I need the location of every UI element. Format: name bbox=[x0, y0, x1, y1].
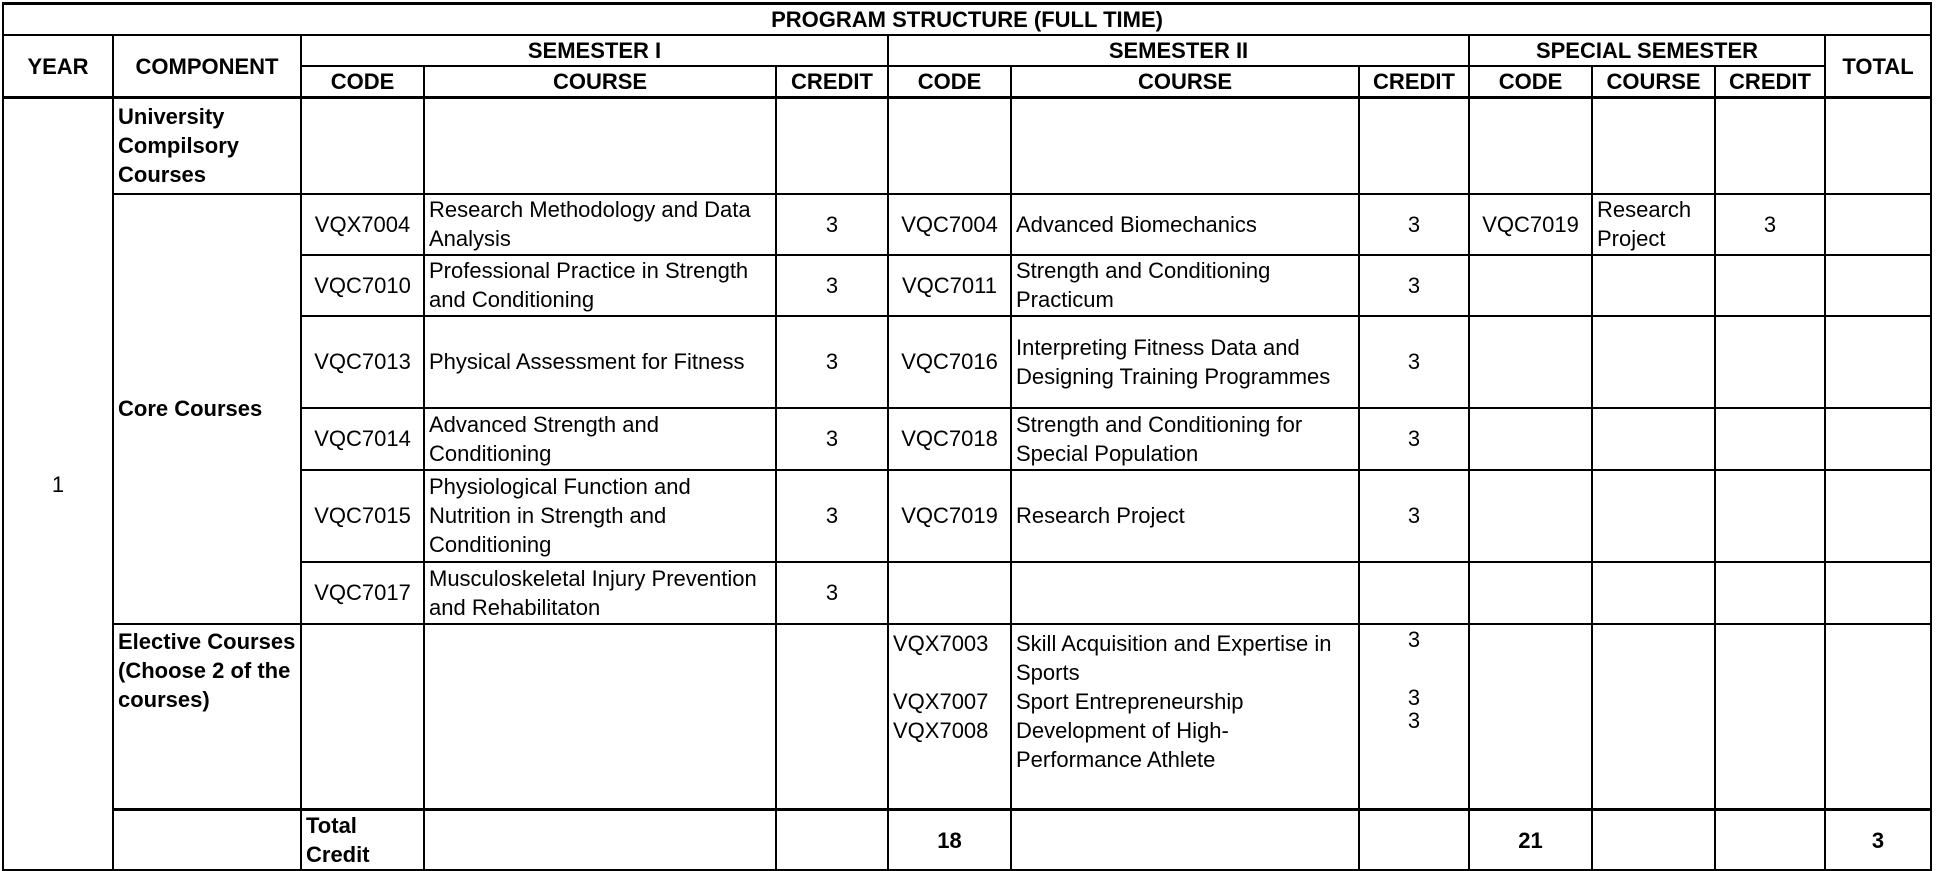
elective-course: Skill Acquisition and Expertise in Sports bbox=[1016, 630, 1332, 685]
s2-course-header: COURSE bbox=[1011, 66, 1359, 98]
s2-course: Interpreting Fitness Data and Designing Training Programmes bbox=[1011, 316, 1359, 408]
elective-code: VQX7003 bbox=[893, 630, 989, 656]
s1-code: VQX7004 bbox=[301, 194, 424, 255]
sp-credit: 3 bbox=[1715, 194, 1825, 255]
s2-course: Advanced Biomechanics bbox=[1011, 194, 1359, 255]
elective-credit: 3 bbox=[1407, 626, 1421, 652]
elective-codes bbox=[888, 624, 1011, 810]
semester-1-header: SEMESTER I bbox=[301, 35, 888, 66]
s2-credit-header: CREDIT bbox=[1359, 66, 1469, 98]
s2-credit: 3 bbox=[1359, 470, 1469, 562]
total-header: TOTAL bbox=[1825, 35, 1931, 98]
s2-code: VQC7004 bbox=[888, 194, 1011, 255]
sp-credit-header: CREDIT bbox=[1715, 66, 1825, 98]
table-title: PROGRAM STRUCTURE (FULL TIME) bbox=[3, 4, 1931, 36]
total-row bbox=[3, 810, 1931, 871]
s1-credit: 3 bbox=[776, 562, 888, 624]
s1-code: VQC7017 bbox=[301, 562, 424, 624]
component-elective: Elective Courses (Choose 2 of the courses) bbox=[113, 624, 301, 810]
s2-credit: 3 bbox=[1359, 408, 1469, 470]
elective-credits bbox=[1359, 624, 1469, 810]
s1-course: Physiological Function and Nutrition in Strength and Conditioning bbox=[424, 470, 776, 562]
s2-course: Strength and Conditioning Practicum bbox=[1011, 255, 1359, 316]
s1-course: Professional Practice in Strength and Conditioning bbox=[424, 255, 776, 316]
total-credit-label: Total Credit bbox=[301, 810, 424, 871]
sem2-total: 21 bbox=[1469, 810, 1592, 871]
s2-code: VQC7011 bbox=[888, 255, 1011, 316]
s1-course: Advanced Strength and Conditioning bbox=[424, 408, 776, 470]
s1-credit-header: CREDIT bbox=[776, 66, 888, 98]
s1-code-header: CODE bbox=[301, 66, 424, 98]
year-header: YEAR bbox=[3, 35, 113, 98]
table-row bbox=[3, 194, 1931, 255]
elective-credit: 3 bbox=[1407, 707, 1421, 733]
s2-credit: 3 bbox=[1359, 316, 1469, 408]
s1-code: VQC7015 bbox=[301, 470, 424, 562]
special-total: 3 bbox=[1825, 810, 1931, 871]
s1-course-header: COURSE bbox=[424, 66, 776, 98]
elective-code: VQX7008 bbox=[893, 717, 989, 743]
s1-credit: 3 bbox=[776, 470, 888, 562]
s1-credit: 3 bbox=[776, 194, 888, 255]
sem1-total: 18 bbox=[888, 810, 1011, 871]
special-semester-header: SPECIAL SEMESTER bbox=[1469, 35, 1825, 66]
s1-code: VQC7013 bbox=[301, 316, 424, 408]
year-cell: 1 bbox=[3, 98, 113, 871]
s1-code: VQC7014 bbox=[301, 408, 424, 470]
elective-credit: 3 bbox=[1407, 684, 1421, 710]
table-row bbox=[3, 624, 1931, 810]
sp-code-header: CODE bbox=[1469, 66, 1592, 98]
s2-course: Strength and Conditioning for Special Population bbox=[1011, 408, 1359, 470]
s1-course: Research Methodology and Data Analysis bbox=[424, 194, 776, 255]
s2-code-header: CODE bbox=[888, 66, 1011, 98]
s1-code: VQC7010 bbox=[301, 255, 424, 316]
s1-credit: 3 bbox=[776, 316, 888, 408]
s1-credit: 3 bbox=[776, 255, 888, 316]
elective-code: VQX7007 bbox=[893, 688, 989, 714]
s2-code: VQC7019 bbox=[888, 470, 1011, 562]
s2-code: VQC7018 bbox=[888, 408, 1011, 470]
semester-2-header: SEMESTER II bbox=[888, 35, 1469, 66]
s2-credit: 3 bbox=[1359, 194, 1469, 255]
component-core: Core Courses bbox=[113, 194, 301, 624]
table-row bbox=[3, 98, 1931, 194]
elective-courses bbox=[1011, 624, 1359, 810]
elective-course: Sport Entrepreneurship bbox=[1016, 688, 1244, 714]
s2-course: Research Project bbox=[1011, 470, 1359, 562]
component-university: University Compilsory Courses bbox=[113, 98, 301, 194]
sp-code: VQC7019 bbox=[1469, 194, 1592, 255]
elective-course: Development of High-Performance Athlete bbox=[1016, 717, 1229, 772]
s1-course: Physical Assessment for Fitness bbox=[424, 316, 776, 408]
sp-course: Research Project bbox=[1592, 194, 1715, 255]
program-structure-table bbox=[2, 2, 1932, 871]
s1-credit: 3 bbox=[776, 408, 888, 470]
s1-course: Musculoskeletal Injury Prevention and Rehabilitaton bbox=[424, 562, 776, 624]
s2-credit: 3 bbox=[1359, 255, 1469, 316]
component-header: COMPONENT bbox=[113, 35, 301, 98]
s2-code: VQC7016 bbox=[888, 316, 1011, 408]
sp-course-header: COURSE bbox=[1592, 66, 1715, 98]
